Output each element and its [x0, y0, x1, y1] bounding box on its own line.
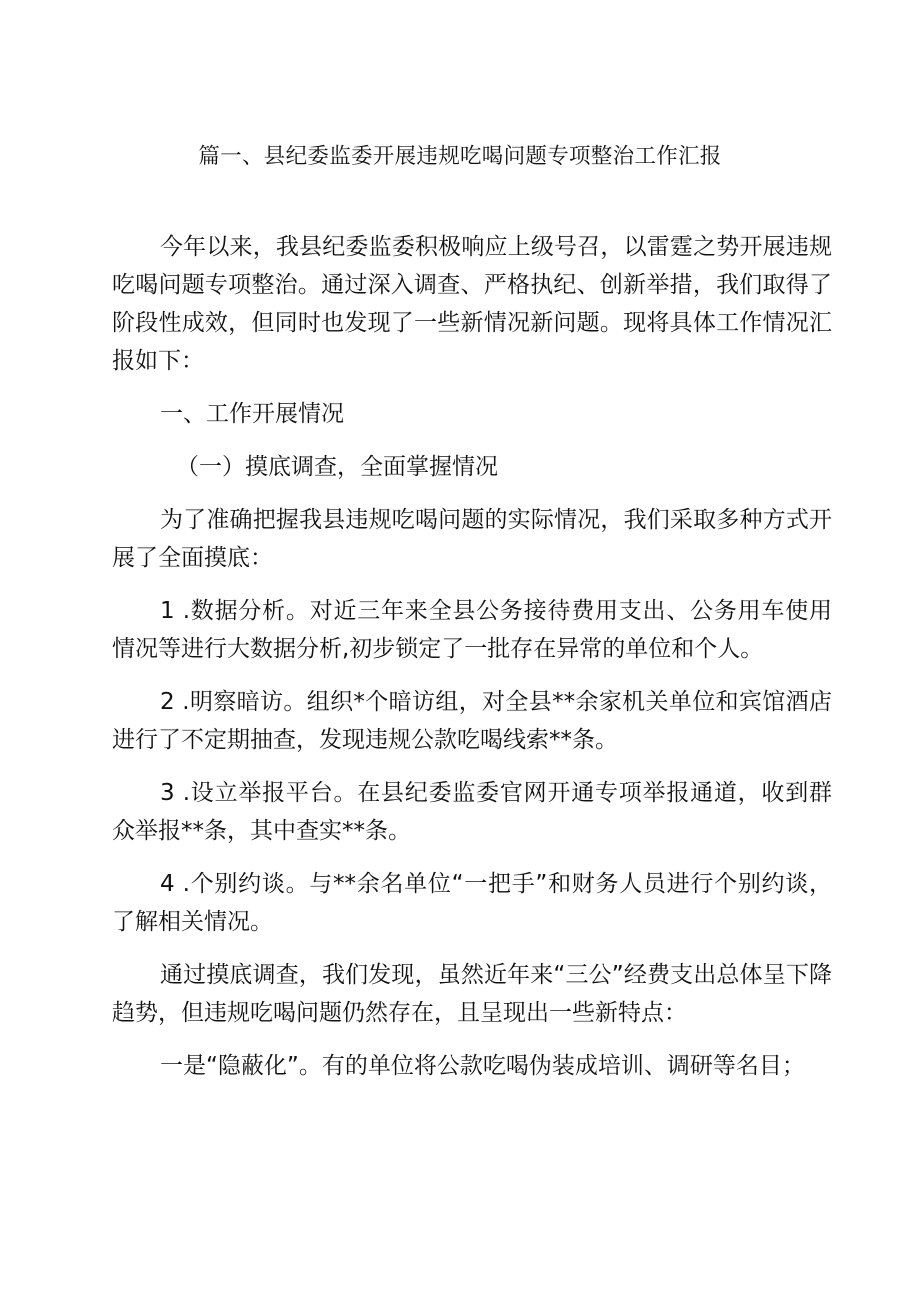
paragraph-feature-concealment: 一是“隐蔽化”。有的单位将公款吃喝伪装成培训、调研等名目； [160, 1053, 805, 1079]
section-heading-1: 一、工作开展情况 [160, 401, 344, 427]
list-item-inspections: 2 .明察暗访。组织*个暗访组，对全县**余家机关单位和宾馆酒店进行了不定期抽查，发现违规公款吃喝线索**条。 [112, 689, 832, 753]
list-item-report-platform: 3 .设立举报平台。在县纪委监委官网开通专项举报通道，收到群众举报**条，其中查实**条。 [112, 780, 832, 844]
paragraph-findings: 通过摸底调查，我们发现，虽然近年来“三公”经费支出总体呈下降趋势，但违规吃喝问题仍然存在，且呈现出一些新特点： [112, 962, 832, 1026]
document-body [112, 228, 832, 1085]
paragraph-survey-methods: 为了准确把握我县违规吃喝问题的实际情况，我们采取多种方式开展了全面摸底： [112, 507, 832, 571]
intro-paragraph: 今年以来，我县纪委监委积极响应上级号召，以雷霆之势开展违规吃喝问题专项整治。通过深入调查、严格执纪、创新举措，我们取得了阶段性成效，但同时也发现了一些新情况新问题。现将具体工作情况汇报如下： [112, 234, 832, 374]
document-title: 篇一、县纪委监委开展违规吃喝问题专项整治工作汇报 [198, 144, 722, 169]
list-item-data-analysis: 1 .数据分析。对近三年来全县公务接待费用支出、公务用车使用情况等进行大数据分析,初步锁定了一批存在异常的单位和个人。 [112, 598, 832, 662]
subsection-heading-1: （一）摸底调查，全面掌握情况 [176, 454, 498, 480]
list-item-interviews: 4 .个别约谈。与**余名单位“一把手”和财务人员进行个别约谈，了解相关情况。 [112, 871, 832, 935]
